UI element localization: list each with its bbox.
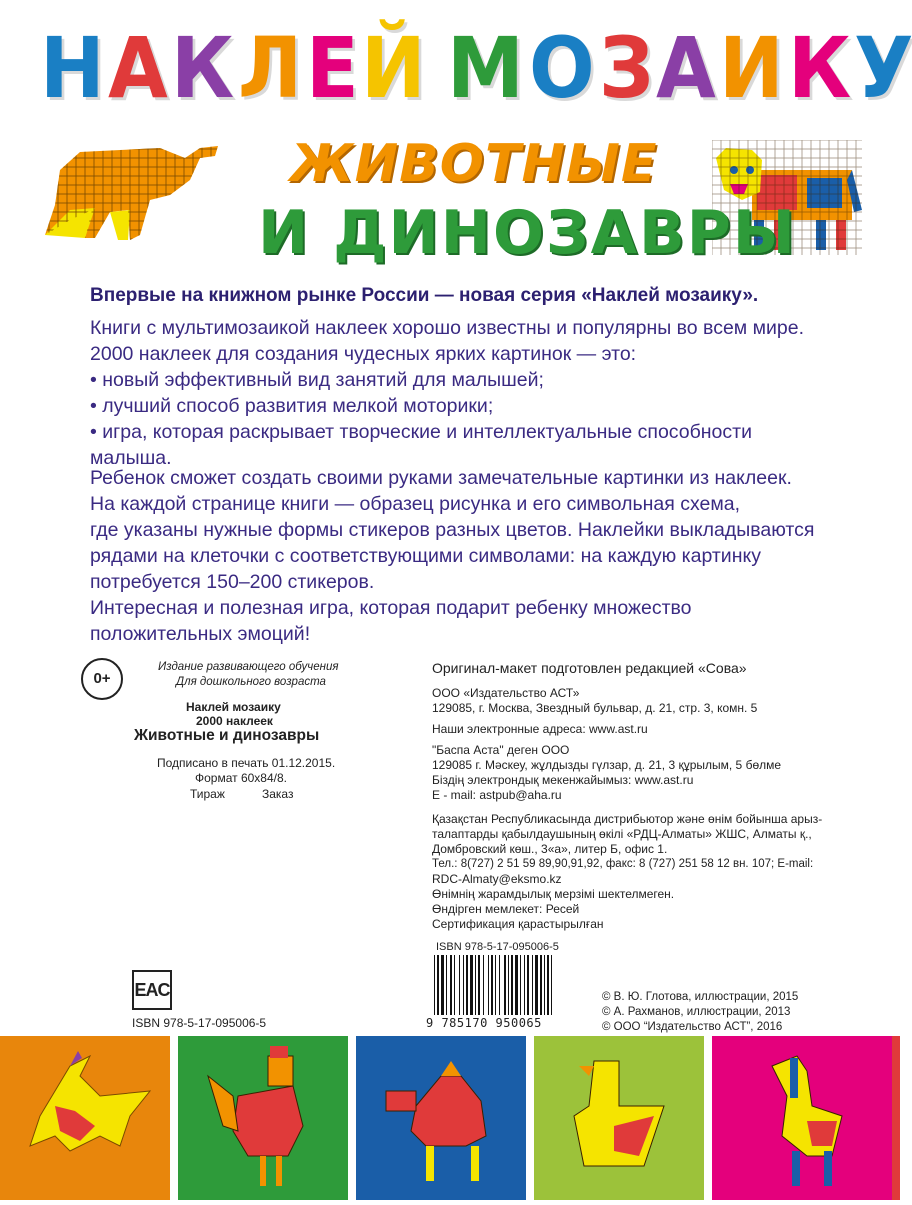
description-paragraph-2 [90,465,850,647]
barcode-bar [463,955,464,1015]
barcode-bar [437,955,439,1015]
barcode-bar [511,955,513,1015]
barcode-bar [466,955,468,1015]
text-line: рядами на клеточки с соответствующими символами: на каждую картинку [90,545,761,567]
text-line: • игра, которая раскрывает творческие и интеллектуальные способности [90,421,752,443]
tile-rooster [178,1036,348,1200]
country-note: Өндірген мемлекет: Ресей [432,902,580,916]
copyright-line: © А. Рахманов, иллюстрации, 2013 [602,1006,791,1018]
publisher-email: E - mail: astpub@aha.ru [432,788,562,802]
barcode-bar [535,955,538,1015]
copyright-line: © ООО “Издательство АСТ”, 2016 [602,1021,783,1033]
barcode-bar [544,955,545,1015]
title-letter: К [171,19,233,117]
text-line: Книги с мультимозаикой наклеек хорошо известны и популярны во всем мире. [90,317,805,339]
barcode-bar [441,955,444,1015]
title-letter: З [598,19,652,117]
barcode-bar [495,955,496,1015]
age-group: Для дошкольного возраста [176,676,326,688]
barcode-bar [504,955,506,1015]
print-run-label: Тираж [190,787,225,801]
tile-pterodactyl [0,1036,170,1200]
title-letter: А [108,19,167,117]
distributor-line: Домбровский көш., 3«а», литер Б, офис 1. [432,842,668,856]
barcode-digits: 9 785170 950065 [426,1016,542,1030]
distributor-line: Қазақстан Республикасында дистрибьютор және өнім бойынша арыз- [432,812,823,826]
title-letter: Л [238,19,301,117]
barcode [432,955,588,1017]
publisher-web: Наши электронные адреса: www.ast.ru [432,722,648,736]
barcode-bar [450,955,452,1015]
tile-duck [534,1036,704,1200]
barcode-bar [470,955,473,1015]
text-line: • лучший способ развития мелкой моторики; [90,395,494,417]
age-rating-badge: 0+ [81,658,123,700]
kz-publisher-web: Біздің электрондық мекенжайымыз: www.ast.ru [432,773,694,787]
barcode-bar [475,955,476,1015]
barcode-bar [478,955,480,1015]
barcode-bar [532,955,533,1015]
prepared-by: Оригинал-макет подготовлен редакцией «Сова» [432,660,747,676]
text-line: положительных эмоций! [90,623,311,645]
title-letter: Е [305,19,357,117]
title-letter: К [787,19,849,117]
barcode-bar [488,955,489,1015]
barcode-bar [434,955,435,1015]
text-line: • новый эффективный вид занятий для малышей; [90,369,544,391]
barcode-bar [551,955,552,1015]
pterodactyl-mosaic-illustration [0,1036,170,1200]
title-letter: Й [361,19,425,117]
publisher-address: 129085, г. Москва, Звездный бульвар, д. 21, стр. 3, комн. 5 [432,701,758,715]
subtitle-animals: ЖИВОТНЫЕ [290,134,658,194]
kz-publisher-address: 129085 г. Мәскеу, жұлдызды гүлзар, д. 21, 3 құрылым, 5 бөлме [432,758,782,772]
camel-mosaic-illustration [356,1036,526,1200]
text-line: Ребенок сможет создать своими руками замечательные картинки из наклеек. [90,467,792,489]
certification-note: Сертификация қарастырылған [432,917,604,931]
publisher-name: ООО «Издательство АСТ» [432,686,580,700]
barcode-bar [527,955,529,1015]
barcode-bar [515,955,518,1015]
copyright-line: © В. Ю. Глотова, иллюстрации, 2015 [602,991,799,1003]
title-letter: У [854,19,912,117]
barcode-bar [547,955,549,1015]
tile-camel [356,1036,526,1200]
text-line: где указаны нужные формы стикеров разных цветов. Наклейки выкладываются [90,519,815,541]
title-letter: И [719,19,783,117]
text-line: Интересная и полезная игра, которая подарит ребенку множество [90,597,692,619]
barcode-bar [454,955,455,1015]
right-edge-stripe [892,1036,900,1200]
text-line: 2000 наклеек для создания чудесных ярких картинок — это: [90,343,637,365]
print-format: Формат 60х84/8. [195,771,287,785]
lead-text: Впервые на книжном рынке России — новая серия «Наклей мозаику». [90,285,759,306]
barcode-bar [508,955,509,1015]
validity-note: Өнімнің жарамдылық мерзімі шектелмеген. [432,887,675,901]
barcode-bar [491,955,493,1015]
horse-mosaic-illustration [712,1036,900,1200]
series-name: Наклей мозаику [186,700,281,714]
edition-type: Издание развивающего обучения [158,661,339,673]
barcode-bar [520,955,521,1015]
text-line: потребуется 150–200 стикеров. [90,571,375,593]
barcode-bar [459,955,460,1015]
barcode-isbn: ISBN 978-5-17-095006-5 [436,941,559,953]
barcode-bar [499,955,500,1015]
title-letter: М [447,19,523,117]
book-title: Животные и динозавры [134,727,320,744]
text-line: На каждой странице книги — образец рисунка и его символьная схема, [90,493,741,515]
description-paragraph-1 [90,315,850,471]
bottom-illustration-strip [0,1036,900,1200]
subtitle-dinosaurs: И ДИНОЗАВРЫ [258,198,797,268]
isbn-left: ISBN 978-5-17-095006-5 [132,1016,267,1030]
tile-horse [712,1036,900,1200]
distributor-line: RDC-Almaty@eksmo.kz [432,872,562,886]
rooster-mosaic-illustration [178,1036,348,1200]
duck-mosaic-illustration [534,1036,704,1200]
barcode-bar [483,955,484,1015]
order-label: Заказ [262,787,294,801]
series-title [40,19,912,117]
distributor-line: Тел.: 8(727) 2 51 59 89,90,91,92, факс: 8 (727) 251 58 12 вн. 107; E-mail: [432,858,814,870]
title-letter: А [656,19,715,117]
dinosaur-mosaic-illustration [40,140,220,250]
eac-certification-mark: EAC [132,970,172,1010]
title-letter: Н [40,19,103,117]
barcode-bar [540,955,542,1015]
text-line: малыша. [90,447,172,469]
distributor-line: талаптарды қабылдаушының өкілі «РДЦ-Алматы» ЖШС, Алматы қ., [432,827,812,841]
barcode-bar [446,955,447,1015]
barcode-bar [524,955,525,1015]
print-signed: Подписано в печать 01.12.2015. [157,756,336,770]
title-letter: О [529,19,593,117]
sticker-count: 2000 наклеек [196,714,273,728]
kz-publisher-name: "Баспа Аста" деген ООО [432,743,570,757]
